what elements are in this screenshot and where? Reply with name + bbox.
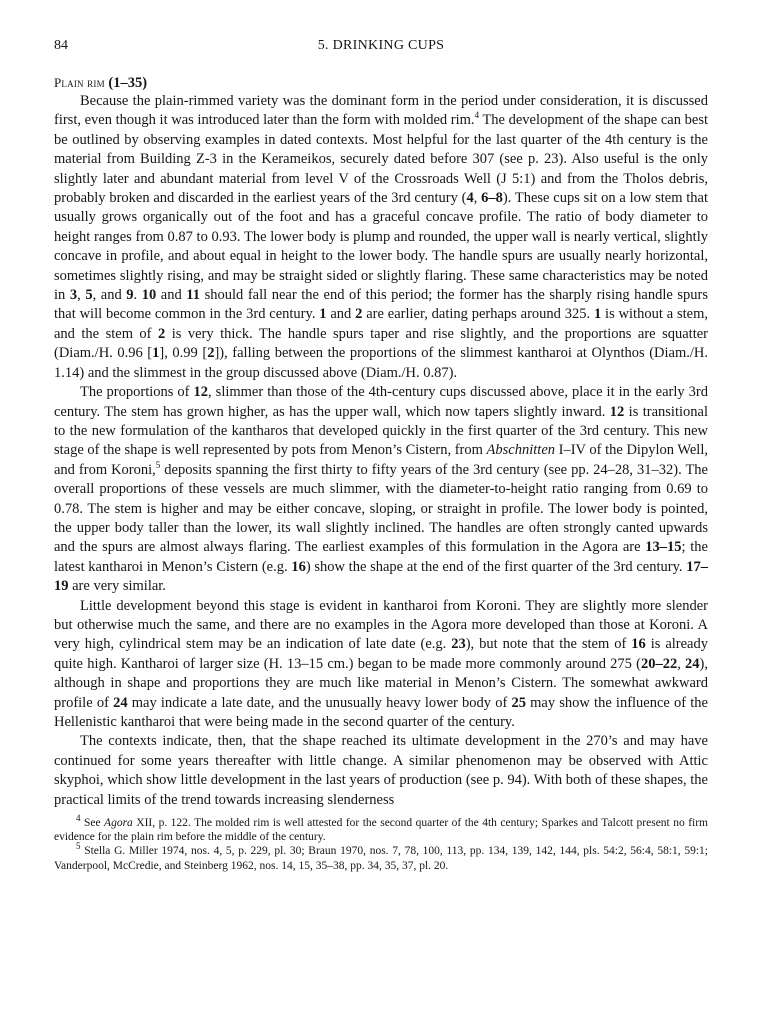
footnote: $^5$ Stella G. Miller 1974, nos. 4, 5, p. 229, pl. 30; Braun 1970, nos. 7, 78, 100, 113, pp. 134, 139, 142, 144, pls. 54:2, 56:4, 58:1, 59:1; Vanderpool, McCredie, and Steinberg 1962, nos. 14, 15, 35–38, pp. 34, 35, 37, pl. 20. <box>54 841 708 872</box>
section-label: Plain rim <box>54 75 105 90</box>
paragraph: Because the plain-rimmed variety was the dominant form in the period under consideration, it is discussed first, even though it was introduced later than the form with molded rim.$^4$ The development of the shape can best be outlined by observing examples in dated contexts. Most helpful for the last quarter of the 4th century is the material from Building Z-3 in the Kerameikos, securely dated before 307 (see p. 23). Also useful is the only slightly later and abundant material from level V of the Crossroads Well (J 5:1) and from the Tholos debris, probably broken and discarded in the earliest years of the 3rd century (4, 6–8). These cups sit on a low stem that usually grows organically out of the foot and has a graceful concave profile. The ratio of body diameter to height ranges from 0.87 to 0.93. The lower body is plump and rounded, the upper wall is nearly vertical, slightly concave in profile, and about equal in height to the lower body. The handle spurs are usually nearly horizontal, sometimes slightly rising, and may be straight sided or slightly flaring. These same characteristics may be noted in 3, 5, and 9. 10 and 11 should fall near the end of this period; the former has the sharply rising handle spurs that will become common in the 3rd century. 1 and 2 are earlier, dating perhaps around 325. 1 is without a stem, and the stem of 2 is very thick. The handle spurs taper and rise slightly, and the proportions are squatter (Diam./H. 0.96 [1], 0.99 [2]), falling between the proportions of the slimmest kantharoi at Olynthos (Diam./H. 1.14) and the slimmest in the group discussed above (Diam./H. 0.87). <box>54 93 709 381</box>
body-text <box>54 92 708 810</box>
footnote: $^4$ See Agora XII, p. 122. The molded rim is well attested for the second quarter of the 4th century; Sparkes and Talcott present no firm evidence for the plain rim before the middle of the century. <box>54 813 708 844</box>
section-heading <box>54 74 708 92</box>
running-title: 5. DRINKING CUPS <box>317 38 445 53</box>
book-page <box>54 38 708 873</box>
page-number: 84 <box>54 38 68 53</box>
section-range: (1–35) <box>108 75 148 91</box>
paragraph: The proportions of 12, slimmer than those of the 4th-century cups discussed above, place it in the early 3rd century. The stem has grown higher, as has the upper wall, which now tapers slightly inward. 12 is transitional to the new formulation of the kantharos that developed quickly in the first quarter of the 3rd century. This new stage of the shape is well represented by pots from Menon’s Cistern, from Abschnitten I–IV of the Dipylon Well, and from Koroni,$^5$ deposits spanning the first thirty to fifty years of the 3rd century (see pp. 24–28, 31–32). The overall proportions of these vessels are much slimmer, with the diameter-to-height ratio ranging from 0.69 to 0.78. The stem is higher and may be either concave, sloping, or straight in profile. The lower body is pointed, the upper body taller than the lower, its wall slightly inclined. The handles are often strongly canted upwards and the spurs are almost always flaring. The earliest examples of this formulation in the Agora are 13–15; the latest kantharoi in Menon’s Cistern (e.g. 16) show the shape at the end of the first quarter of the 3rd century. 17–19 are very similar. <box>54 384 708 595</box>
page-header <box>54 38 708 60</box>
footnotes <box>54 813 708 873</box>
paragraph: Little development beyond this stage is evident in kantharoi from Koroni. They are slightly more slender but otherwise much the same, and there are no examples in the Agora more developed than those at Koroni. A very high, cylindrical stem may be an indication of late date (e.g. 23), but note that the stem of 16 is already quite high. Kantharoi of larger size (H. 13–15 cm.) began to be made more commonly around 275 (20–22, 24), although in shape and proportions they are much like material in Menon’s Cistern. The somewhat awkward profile of 24 may indicate a late date, and the unusually heavy lower body of 25 may show the influence of the Hellenistic kantharoi that were being made in the second quarter of the century. <box>54 597 708 730</box>
paragraph: The contexts indicate, then, that the shape reached its ultimate development in the 270’s and may have continued for some years thereafter with little change. A similar phenomenon may be observed with Attic skyphoi, which show little development in the last years of production (see p. 94). With both of these shapes, the practical limits of the trend towards increasing slenderness <box>54 733 708 808</box>
